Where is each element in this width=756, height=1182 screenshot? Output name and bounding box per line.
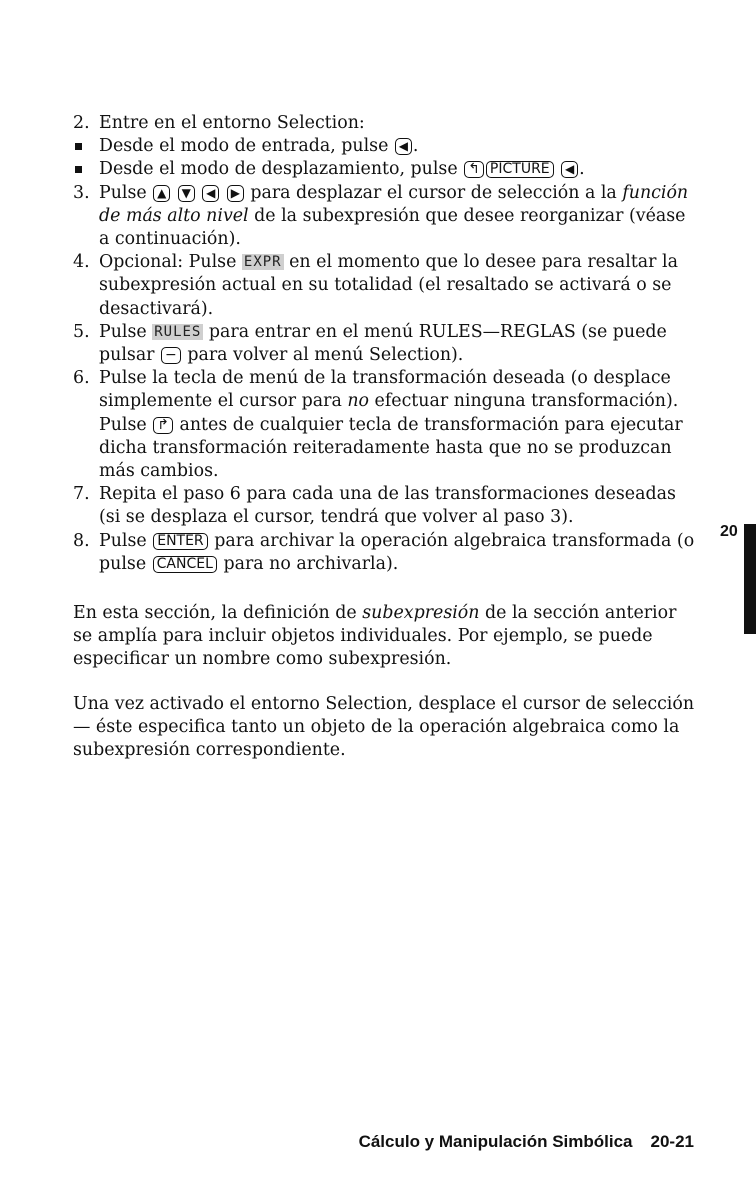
step-number: 6.: [73, 368, 90, 389]
step-text: efectuar ninguna transformación). Pulse: [99, 391, 679, 435]
step-number: 7.: [73, 484, 90, 505]
step-number: 8.: [73, 530, 90, 551]
step-text: Entre en el entorno Selection:: [99, 113, 365, 133]
step-text: en el momento que lo desee para resaltar la subexpresión actual en su totalidad (el resaltado se activará o se desactivará).: [99, 252, 678, 319]
step-text: para archivar la operación algebraica transformada (o pulse: [99, 530, 695, 574]
paragraph-selection-cursor: Una vez activado el entorno Selection, desplace el cursor de selección— éste especifica tanto un objeto de la operación algebraica como la subexpresión correspondiente.: [73, 694, 695, 761]
emphasis-text: función de más alto nivel: [99, 182, 689, 226]
chapter-tab-bar: [744, 524, 756, 634]
right-arrow-key-icon: ▶: [227, 185, 244, 202]
step-8: [73, 530, 698, 576]
step-5: [73, 321, 698, 367]
paragraph-subexpression: [73, 602, 698, 672]
step-text: Opcional: Pulse: [99, 252, 237, 273]
step-text: Repita el paso 6 para cada una de las transformaciones deseadas (si se desplaza el cursor, tendrá que volver al paso 3).: [99, 484, 676, 528]
step-text: de la subexpresión que desee reorganizar (véase a continuación).: [99, 205, 686, 250]
step-number: 3.: [73, 182, 90, 203]
left-arrow-key-icon: ◀: [202, 185, 219, 202]
step-text: para no archivarla).: [223, 553, 399, 574]
bullet-marker: [75, 143, 82, 150]
step-7: [73, 483, 698, 529]
left-shift-key-icon: ↰: [464, 161, 484, 178]
bullet-marker: [75, 166, 82, 173]
bullet-text-end: .: [579, 159, 585, 180]
step-number: 2.: [73, 113, 90, 133]
page-number: 20-21: [650, 1132, 694, 1151]
picture-key: PICTURE: [486, 161, 554, 178]
step-6: [73, 367, 698, 483]
enter-key: ENTER: [153, 533, 207, 550]
rules-softkey: RULES: [154, 323, 202, 340]
left-arrow-key-icon: ◀: [561, 161, 578, 178]
bullet-text: Desde el modo de desplazamiento, pulse: [99, 159, 458, 180]
step-text: antes de cualquier tecla de transformación para ejecutar dicha transformación reiteradamente hasta que no se produzcan más cambios.: [99, 414, 683, 482]
step-3: [73, 182, 698, 252]
step-text: para volver al menú Selection).: [187, 345, 464, 366]
step-list: [73, 112, 698, 576]
step-4: [73, 251, 698, 321]
right-shift-key-icon: ↱: [153, 417, 173, 434]
page-footer: [359, 1132, 694, 1152]
minus-key-icon: −: [161, 347, 181, 364]
bullet-entry-mode: [73, 135, 698, 158]
step-text: Pulse: [99, 321, 147, 342]
bullet-scroll-mode: [73, 158, 698, 181]
step-2: [73, 112, 698, 135]
emphasis-text: no: [347, 391, 370, 412]
bullet-text: Desde el modo de entrada, pulse: [99, 136, 389, 157]
step-text: para desplazar el cursor de selección a la: [250, 182, 617, 203]
up-arrow-key-icon: ▲: [153, 185, 170, 202]
cancel-key: CANCEL: [153, 556, 217, 573]
paragraph-text: En esta sección, la definición de: [73, 603, 357, 623]
down-arrow-key-icon: ▼: [178, 185, 195, 202]
left-arrow-key-icon: ◀: [395, 138, 412, 155]
paragraph-text: de la sección anterior se amplía para incluir objetos individuales. Por ejemplo, se puede especificar un nombre como subexpresión.: [73, 603, 677, 670]
step-number: 4.: [73, 252, 90, 273]
step-text: Pulse: [99, 182, 147, 203]
step-number: 5.: [73, 321, 90, 342]
bullet-text-end: .: [412, 136, 419, 157]
step-text: Pulse: [99, 530, 147, 551]
step-text: Pulse la tecla de menú de la transformación deseada (o desplace simplemente el cursor para: [99, 368, 671, 412]
chapter-tab-number: 20: [720, 523, 738, 540]
footer-title: Cálculo y Manipulación Simbólica: [358, 1132, 633, 1151]
emphasis-text: subexpresión: [362, 603, 480, 623]
step-text: para entrar en el menú RULES—REGLAS (se puede pulsar: [99, 321, 667, 366]
expr-softkey: EXPR: [243, 254, 282, 271]
